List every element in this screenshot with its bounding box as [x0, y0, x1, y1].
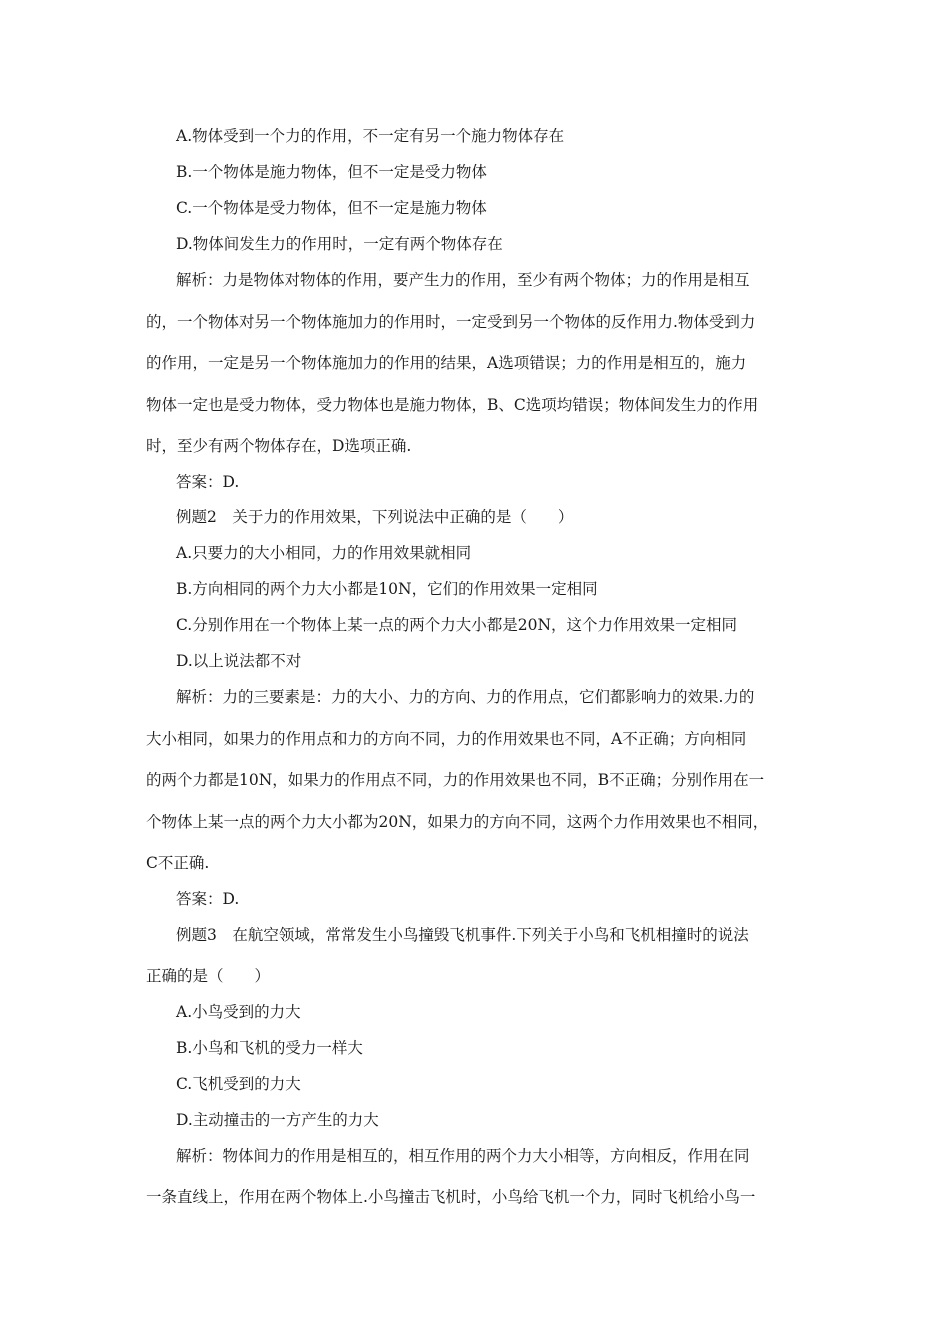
option-c-3: C.飞机受到的力大 [176, 1075, 301, 1093]
answer-1: 答案：D. [176, 473, 240, 491]
option-d-3: D.主动撞击的一方产生的力大 [176, 1111, 379, 1129]
option-b-1: B.一个物体是施力物体，但不一定是受力物体 [176, 163, 487, 181]
analysis-1-line-4: 物体一定也是受力物体，受力物体也是施力物体，B、C选项均错误；物体间发生力的作用 [146, 396, 759, 414]
option-a-1: A.物体受到一个力的作用，不一定有另一个施力物体存在 [176, 127, 565, 145]
example-3-question-line-2: 正确的是（ ） [146, 967, 271, 985]
option-b-3: B.小鸟和飞机的受力一样大 [176, 1039, 363, 1057]
analysis-2-line-1: 解析：力的三要素是：力的大小、力的方向、力的作用点，它们都影响力的效果.力的 [176, 688, 755, 706]
analysis-1-line-5: 时，至少有两个物体存在，D选项正确. [146, 437, 412, 455]
answer-2: 答案：D. [176, 890, 240, 908]
analysis-3-line-2: 一条直线上，作用在两个物体上.小鸟撞击飞机时，小鸟给飞机一个力，同时飞机给小鸟一 [146, 1188, 756, 1206]
analysis-1-line-2: 的，一个物体对另一个物体施加力的作用时，一定受到另一个物体的反作用力.物体受到力 [146, 313, 756, 331]
option-a-3: A.小鸟受到的力大 [176, 1003, 301, 1021]
analysis-2-line-5: C不正确. [146, 854, 210, 872]
analysis-2-line-3: 的两个力都是10N，如果力的作用点不同，力的作用效果也不同，B不正确；分别作用在一 [146, 771, 765, 789]
example-3-question-line-1: 例题3 在航空领域，常常发生小鸟撞毁飞机事件.下列关于小鸟和飞机相撞时的说法 [176, 926, 749, 944]
option-a-2: A.只要力的大小相同，力的作用效果就相同 [176, 544, 472, 562]
analysis-3-line-1: 解析：物体间力的作用是相互的，相互作用的两个力大小相等，方向相反，作用在同 [176, 1147, 750, 1165]
option-d-1: D.物体间发生力的作用时，一定有两个物体存在 [176, 235, 503, 253]
option-d-2: D.以上说法都不对 [176, 652, 302, 670]
analysis-2-line-4: 个物体上某一点的两个力大小都为20N，如果力的方向不同，这两个力作用效果也不相同， [146, 813, 769, 831]
option-b-2: B.方向相同的两个力大小都是10N，它们的作用效果一定相同 [176, 580, 598, 598]
analysis-2-line-2: 大小相同，如果力的作用点和力的方向不同，力的作用效果也不同，A不正确；方向相同 [146, 730, 747, 748]
analysis-1-line-1: 解析：力是物体对物体的作用，要产生力的作用，至少有两个物体；力的作用是相互 [176, 271, 750, 289]
analysis-1-line-3: 的作用，一定是另一个物体施加力的作用的结果，A选项错误；力的作用是相互的，施力 [146, 354, 747, 372]
option-c-2: C.分别作用在一个物体上某一点的两个力大小都是20N，这个力作用效果一定相同 [176, 616, 738, 634]
example-2-question: 例题2 关于力的作用效果，下列说法中正确的是（ ） [176, 508, 574, 526]
option-c-1: C.一个物体是受力物体，但不一定是施力物体 [176, 199, 487, 217]
